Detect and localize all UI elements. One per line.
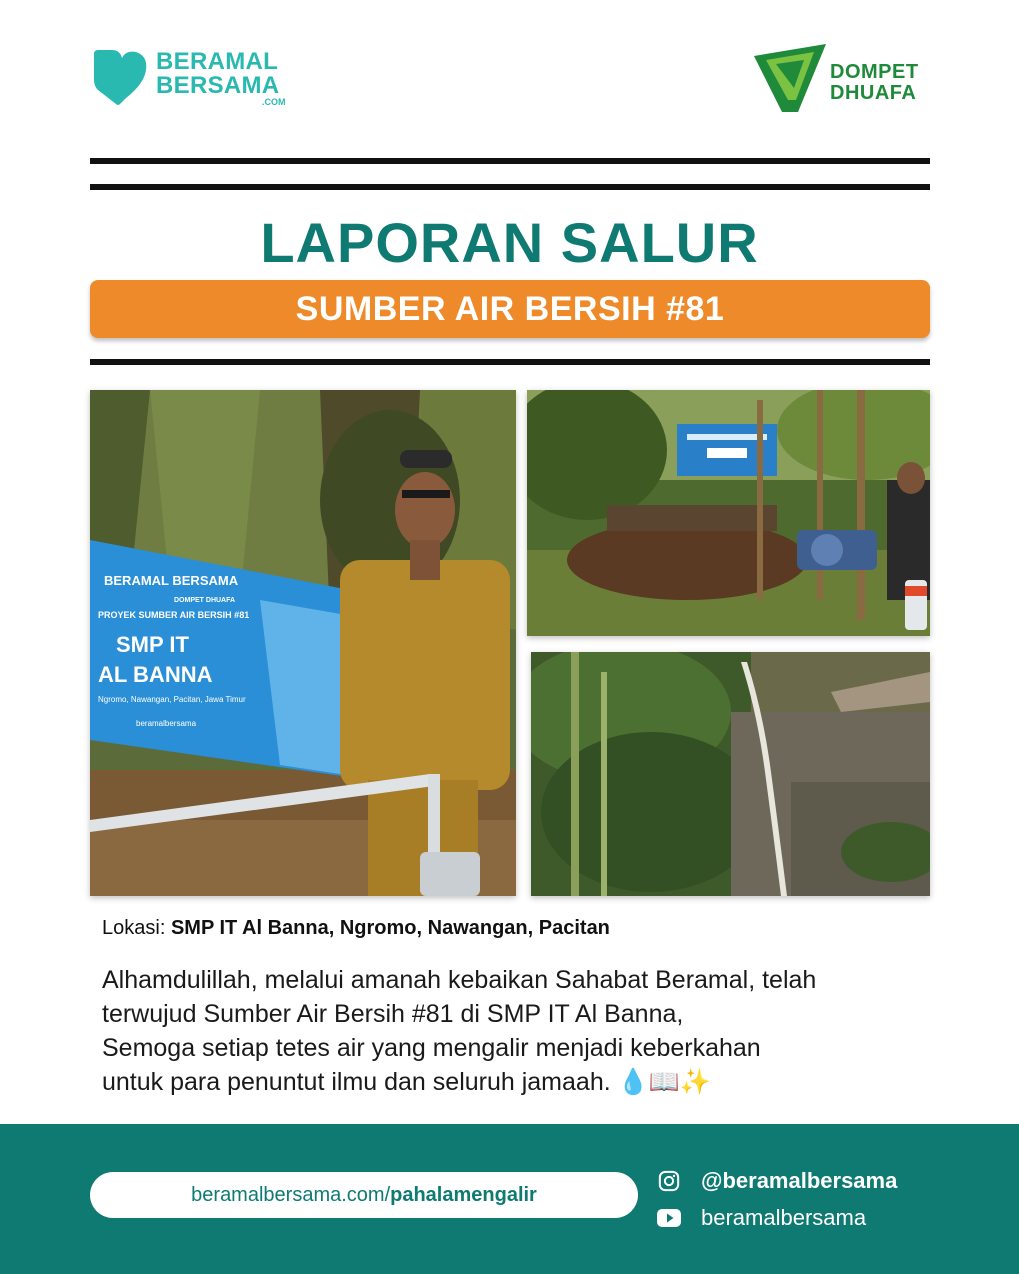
photo-drilling-site: [527, 390, 930, 636]
page-title: LAPORAN SALUR: [260, 211, 759, 274]
description-line: Semoga setiap tetes air yang mengalir menjadi keberkahan: [102, 1034, 761, 1062]
photo-teacher-with-banner: [90, 390, 516, 896]
banner-logo-text: BERAMAL BERSAMA: [104, 573, 239, 588]
banner-school-line2: AL BANNA: [98, 662, 213, 687]
url-path: pahalamengalir: [390, 1184, 537, 1206]
instagram-handle[interactable]: [657, 1166, 937, 1196]
location-value: SMP IT Al Banna, Ngromo, Nawangan, Pacitan: [170, 917, 610, 939]
description-line: untuk para penuntut ilmu dan seluruh jamaah. 💧📖✨: [102, 1068, 711, 1096]
youtube-channel[interactable]: [657, 1203, 937, 1233]
heart-logo-icon: [90, 48, 148, 108]
dompet-dhuafa-logo: [752, 42, 942, 114]
youtube-text: beramalbersama: [701, 1205, 867, 1230]
url-base: beramalbersama.com/: [191, 1184, 391, 1206]
instagram-text: @beramalbersama: [701, 1168, 898, 1193]
description: [102, 963, 942, 1099]
location-label: Lokasi:: [102, 917, 166, 939]
subtitle-text: SUMBER AIR BERSIH #81: [295, 290, 725, 328]
banner-site-text: beramalbersama: [136, 719, 197, 728]
divider-line: [90, 158, 930, 164]
brand-suffix: .COM: [262, 97, 286, 107]
description-line: terwujud Sumber Air Bersih #81 di SMP IT Al Banna,: [102, 1000, 684, 1028]
banner-project-text: PROYEK SUMBER AIR BERSIH #81: [98, 610, 250, 620]
banner-partner-text: DOMPET DHUAFA: [174, 597, 236, 604]
instagram-icon: [657, 1170, 681, 1192]
banner-school-line1: SMP IT: [116, 632, 189, 657]
banner-address-text: Ngromo, Nawangan, Pacitan, Jawa Timur: [98, 695, 246, 704]
dompet-dhuafa-mark-icon: [752, 42, 828, 114]
subtitle-banner: [90, 280, 930, 338]
campaign-url-link[interactable]: [90, 1172, 638, 1218]
divider-line: [90, 184, 930, 190]
youtube-icon: [657, 1207, 681, 1229]
divider-line: [90, 359, 930, 365]
brand-name: DOMPET DHUAFA: [830, 61, 919, 104]
photo-water-pipe: [531, 652, 930, 896]
beramal-bersama-logo: [90, 46, 300, 112]
location-line: [102, 917, 610, 940]
description-line: Alhamdulillah, melalui amanah kebaikan Sahabat Beramal, telah: [102, 966, 817, 994]
brand-name: BERAMAL BERSAMA: [156, 48, 280, 99]
